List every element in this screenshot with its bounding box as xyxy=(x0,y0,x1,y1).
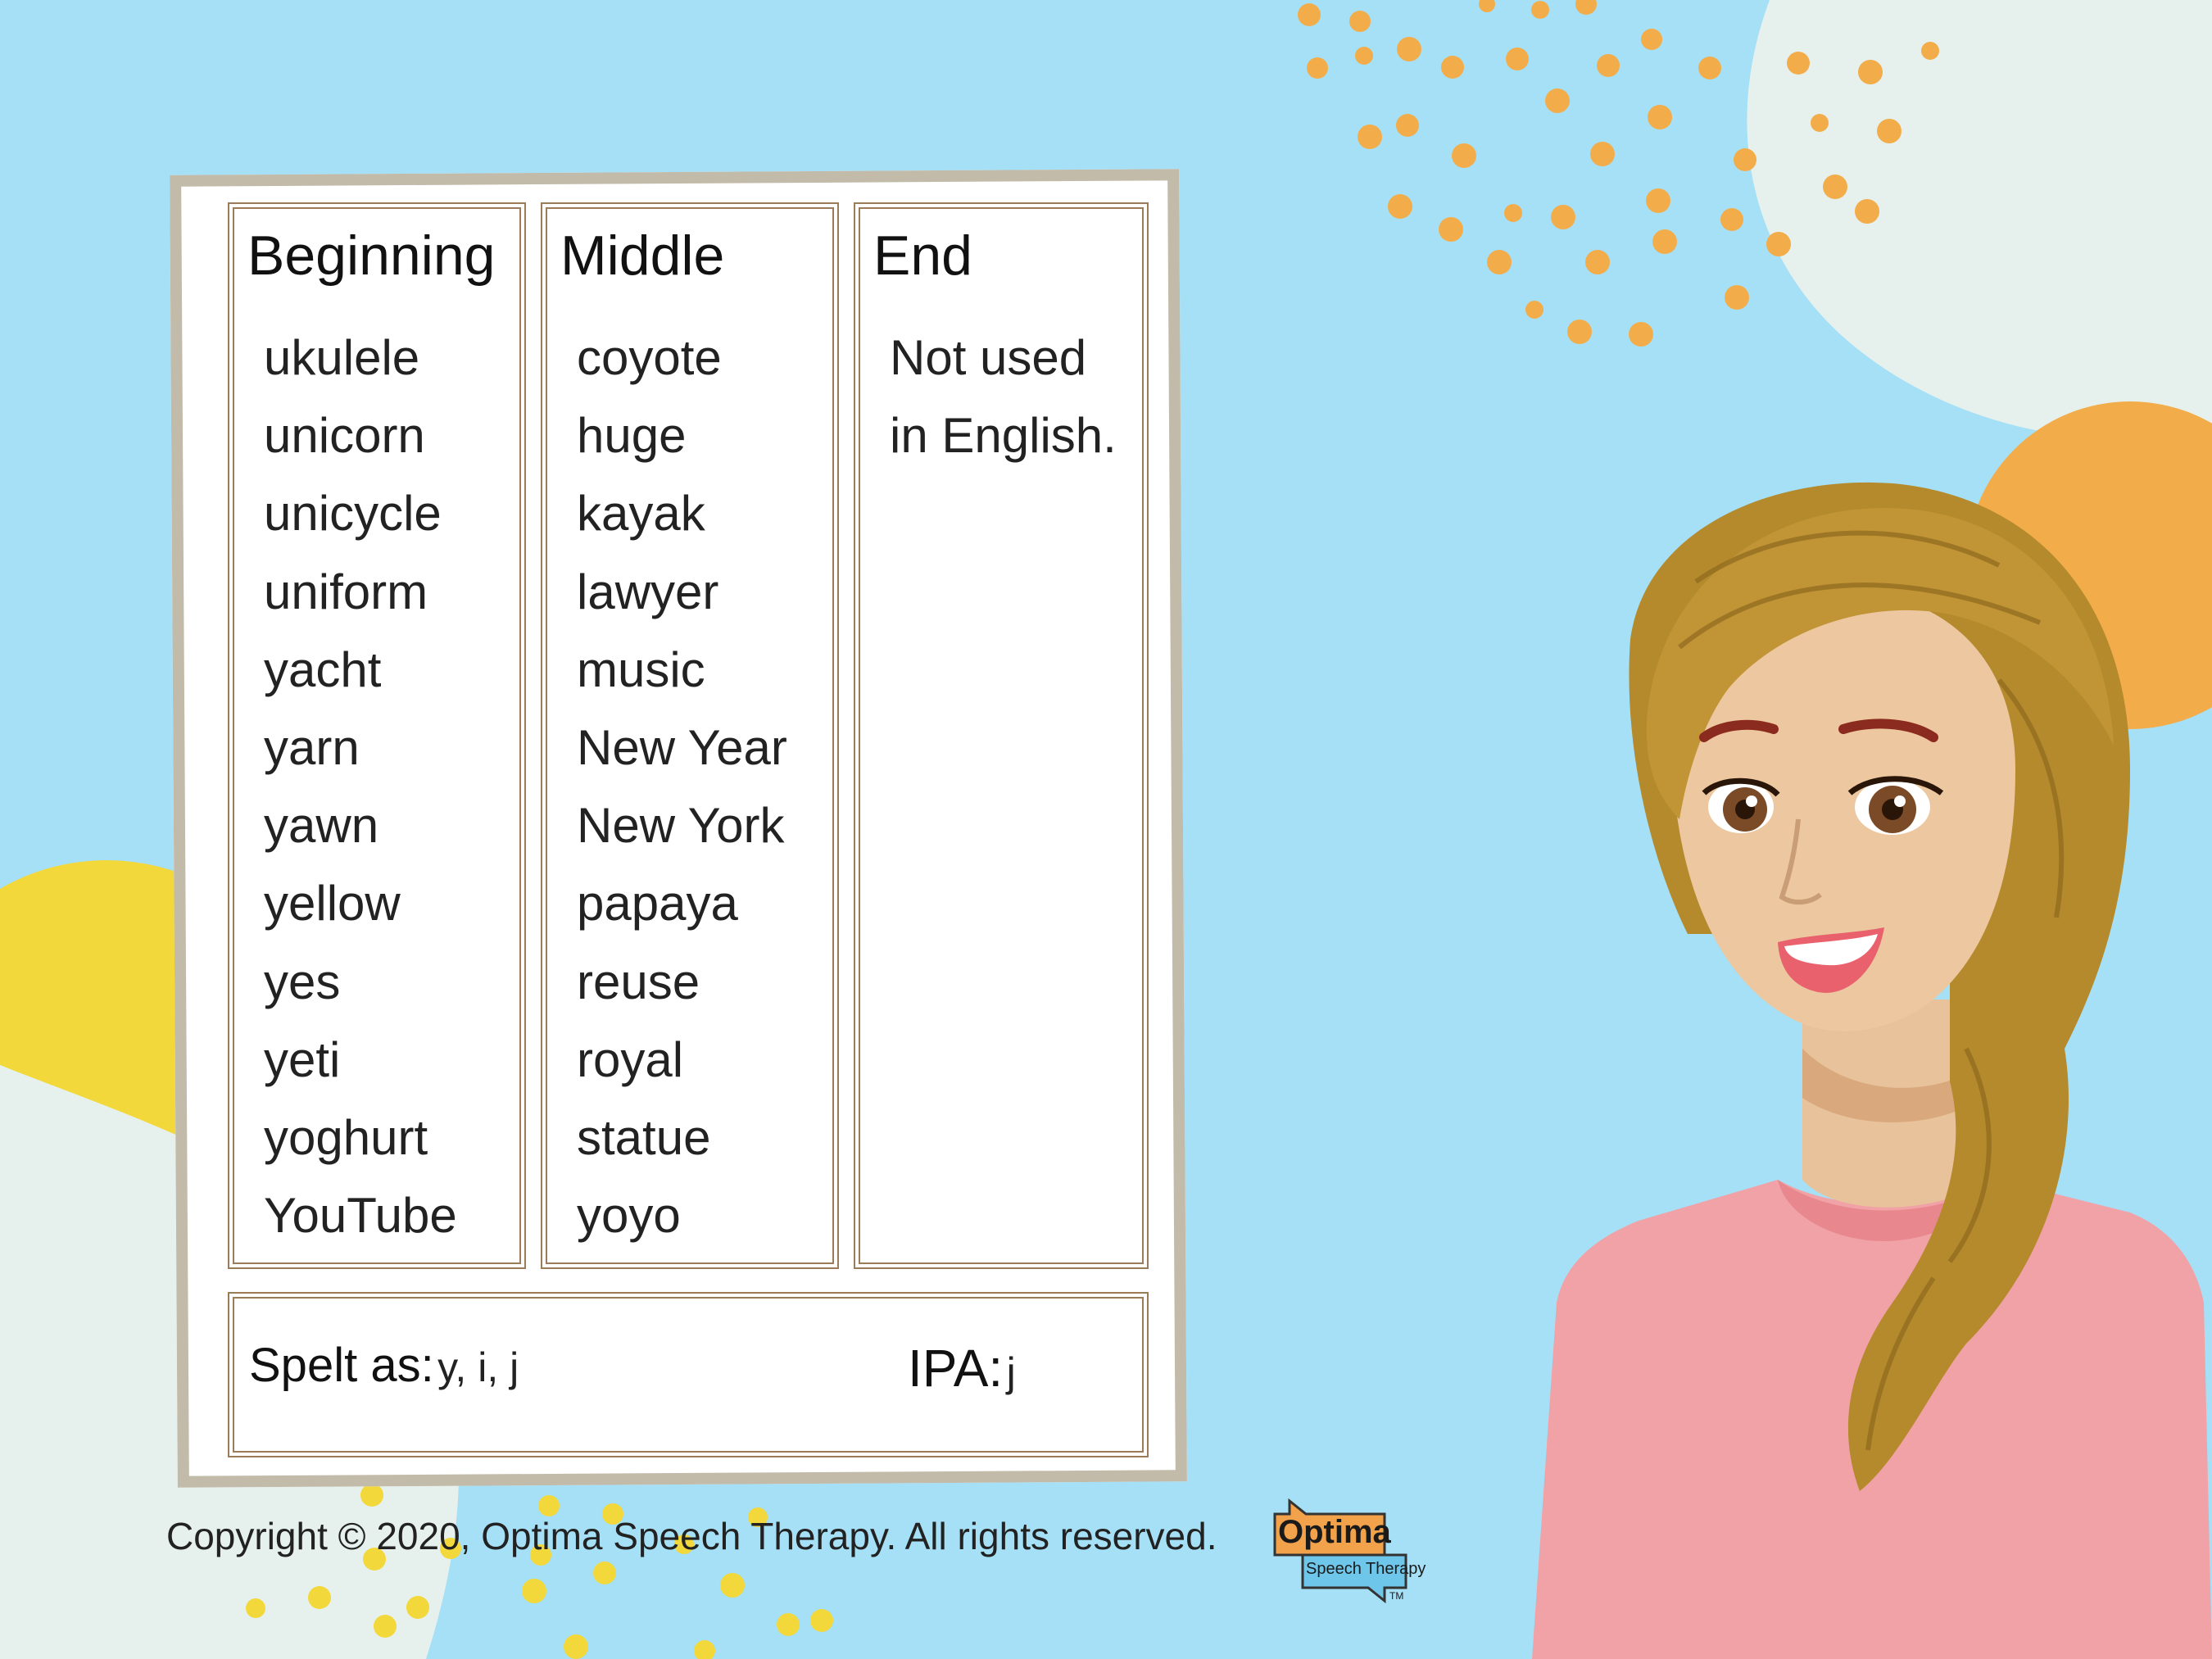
word-item: New Year xyxy=(577,720,787,775)
column-end xyxy=(859,207,1144,1264)
spelt-as-value: y, i, j xyxy=(437,1344,519,1390)
word-item: in English. xyxy=(890,408,1117,464)
word-item: yes xyxy=(264,954,341,1009)
word-item: royal xyxy=(577,1031,684,1087)
copyright-text: Copyright © 2020, Optima Speech Therapy. All rights reserved. xyxy=(166,1515,1217,1557)
word-item: uniform xyxy=(264,564,428,619)
spelt-as-label: Spelt as: xyxy=(249,1339,434,1392)
word-item: yarn xyxy=(264,720,360,775)
word-item: lawyer xyxy=(577,564,719,619)
word-item: New York xyxy=(577,798,785,854)
word-item: Not used xyxy=(890,330,1087,385)
girl-illustration xyxy=(1507,475,2212,1659)
word-item: yawn xyxy=(264,798,379,854)
column-middle xyxy=(546,207,834,1264)
spelt-as xyxy=(249,1338,519,1393)
optima-logo xyxy=(1270,1498,1426,1604)
trademark-mark: TM xyxy=(1389,1590,1404,1602)
word-item: yellow xyxy=(264,876,401,931)
logo-word: Optima xyxy=(1278,1514,1391,1550)
word-item: yoghurt xyxy=(264,1110,428,1165)
column-heading: End xyxy=(873,224,972,287)
word-item: unicycle xyxy=(264,486,442,542)
word-item: kayak xyxy=(577,486,705,542)
word-item: coyote xyxy=(577,330,722,385)
word-item: huge xyxy=(577,408,687,464)
word-item: unicorn xyxy=(264,408,425,464)
word-item: yacht xyxy=(264,641,382,697)
column-heading: Beginning xyxy=(247,224,496,287)
ipa-value: j xyxy=(1006,1349,1016,1395)
column-heading: Middle xyxy=(560,224,725,287)
word-item: yoyo xyxy=(577,1188,681,1244)
word-item: music xyxy=(577,641,705,697)
word-item: papaya xyxy=(577,876,738,931)
ipa-label: IPA: xyxy=(908,1339,1004,1398)
ipa xyxy=(908,1338,1016,1398)
logo-subtitle: Speech Therapy xyxy=(1306,1560,1426,1578)
word-item: YouTube xyxy=(264,1188,457,1244)
word-item: ukulele xyxy=(264,330,420,385)
word-item: reuse xyxy=(577,954,700,1009)
word-item: yeti xyxy=(264,1031,341,1087)
spelling-ipa-box xyxy=(233,1297,1144,1453)
column-beginning xyxy=(233,207,521,1264)
word-item: statue xyxy=(577,1110,711,1165)
